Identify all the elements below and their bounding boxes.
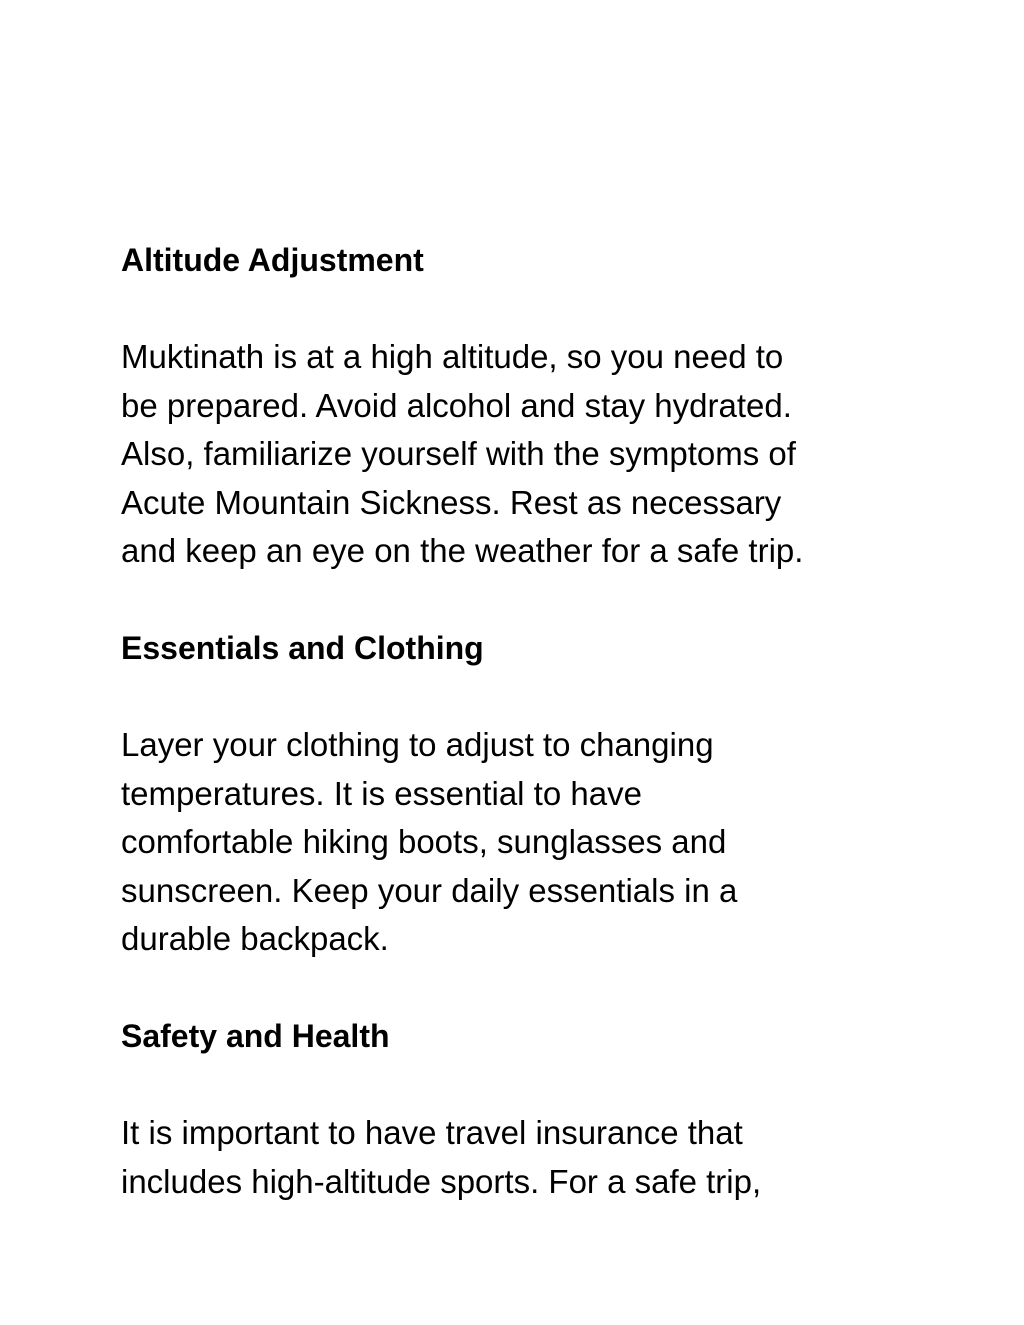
section-heading-altitude-adjustment: Altitude Adjustment bbox=[121, 242, 424, 278]
paragraph-line: Also, familiarize yourself with the symptoms of bbox=[121, 435, 796, 472]
paragraph-line: Layer your clothing to adjust to changing bbox=[121, 726, 714, 763]
paragraph-spacer bbox=[121, 576, 911, 625]
paragraph-line: be prepared. Avoid alcohol and stay hydrated. bbox=[121, 386, 792, 424]
paragraph-line: includes high-altitude sports. For a safe trip, bbox=[121, 1162, 762, 1200]
paragraph-line: sunscreen. Keep your daily essentials in a bbox=[121, 871, 738, 909]
paragraph-line: durable backpack. bbox=[121, 920, 389, 957]
paragraph-line: It is important to have travel insurance that bbox=[121, 1114, 743, 1151]
paragraph-essentials-and-clothing bbox=[121, 721, 911, 964]
paragraph-spacer bbox=[121, 673, 911, 722]
paragraph-altitude-adjustment bbox=[121, 333, 911, 576]
paragraph-line: Acute Mountain Sickness. Rest as necessary bbox=[121, 483, 782, 521]
paragraph-spacer bbox=[121, 1061, 911, 1110]
document-page bbox=[121, 236, 911, 1206]
paragraph-spacer bbox=[121, 964, 911, 1013]
section-heading-essentials-and-clothing: Essentials and Clothing bbox=[121, 630, 484, 666]
paragraph-safety-and-health bbox=[121, 1109, 911, 1206]
paragraph-line: temperatures. It is essential to have bbox=[121, 774, 642, 812]
paragraph-line: comfortable hiking boots, sunglasses and bbox=[121, 823, 727, 860]
paragraph-line: and keep an eye on the weather for a safe trip. bbox=[121, 532, 804, 569]
paragraph-spacer bbox=[121, 285, 911, 334]
section-heading-safety-and-health: Safety and Health bbox=[121, 1018, 390, 1054]
paragraph-line: Muktinath is at a high altitude, so you need to bbox=[121, 338, 784, 375]
